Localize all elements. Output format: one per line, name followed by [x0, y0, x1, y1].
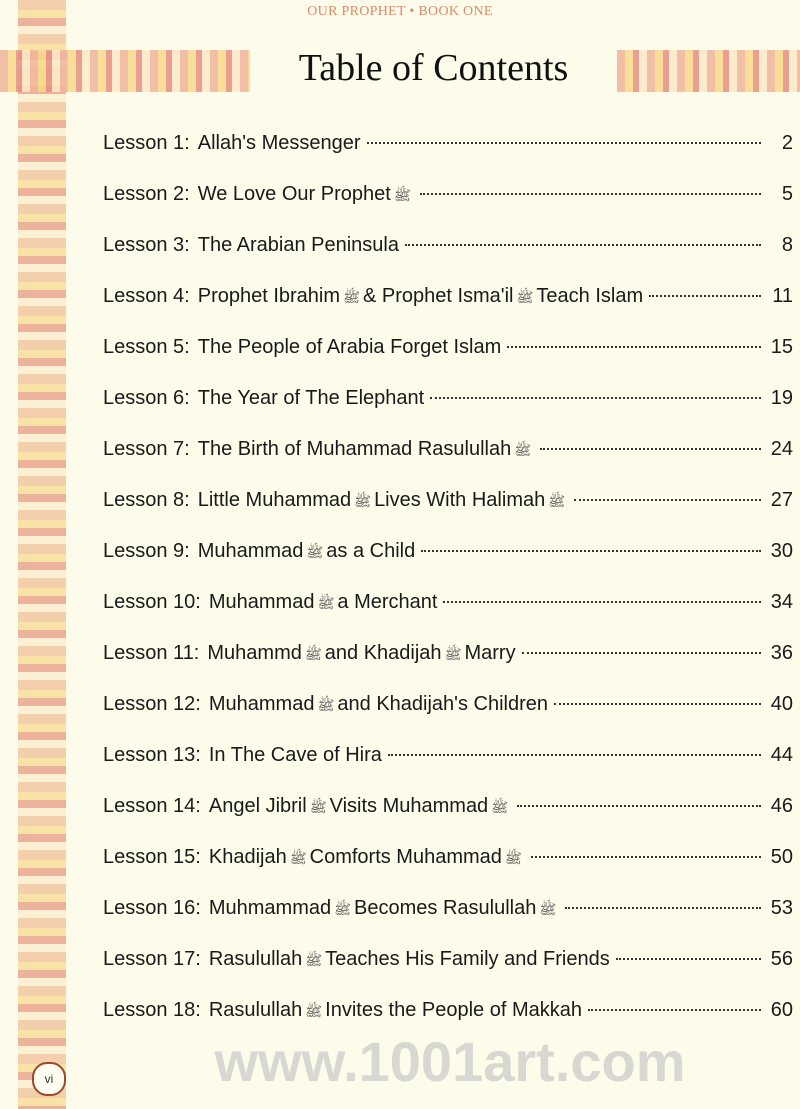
- lesson-title: [209, 584, 438, 622]
- lesson-title: [209, 788, 511, 826]
- lesson-title-text: Teaches His Family and Friends: [325, 948, 610, 970]
- toc-entry[interactable]: [103, 431, 793, 482]
- toc-entry[interactable]: [103, 482, 793, 533]
- toc-entry[interactable]: [103, 176, 793, 227]
- toc-entry[interactable]: [103, 686, 793, 737]
- honorific-calligraphy-icon: ﷺ: [444, 647, 462, 663]
- lesson-title: [209, 839, 525, 877]
- table-of-contents: [103, 125, 793, 1043]
- lesson-label: Lesson 4:: [103, 285, 190, 307]
- lesson-title-text: Comforts Muhammad: [309, 846, 502, 868]
- page-ref: 53: [770, 897, 793, 919]
- lesson-title-text: The People of Arabia Forget Islam: [197, 336, 502, 358]
- dot-leader: [367, 142, 761, 144]
- lesson-title-text: Visits Muhammad: [329, 795, 489, 817]
- lesson-title-text: Muhammad: [197, 540, 304, 562]
- lesson-title-text: Muhammd: [207, 642, 302, 664]
- lesson-title: [198, 482, 568, 520]
- page-ref: 44: [770, 744, 793, 766]
- honorific-calligraphy-icon: ﷺ: [504, 851, 522, 867]
- lesson-title: [198, 125, 361, 161]
- toc-entry[interactable]: [103, 788, 793, 839]
- honorific-calligraphy-icon: ﷺ: [354, 494, 372, 510]
- lesson-title: [209, 890, 559, 928]
- honorific-calligraphy-icon: ﷺ: [317, 698, 335, 714]
- honorific-calligraphy-icon: ﷺ: [516, 290, 534, 306]
- lesson-label: Lesson 8:: [103, 489, 190, 511]
- dot-leader: [443, 601, 761, 603]
- lesson-label: Lesson 5:: [103, 336, 190, 358]
- lesson-title-text: We Love Our Prophet: [197, 183, 391, 205]
- lesson-label: Lesson 10:: [103, 591, 201, 613]
- dot-leader: [540, 448, 761, 450]
- lesson-label: Lesson 13:: [103, 744, 201, 766]
- lesson-title-text: a Merchant: [337, 591, 438, 613]
- page-ref: 8: [781, 234, 793, 256]
- lesson-title-text: and Khadijah: [324, 642, 442, 664]
- dot-leader: [616, 958, 761, 960]
- lesson-title: [207, 635, 515, 673]
- lesson-title-text: Marry: [464, 642, 516, 664]
- toc-entry[interactable]: [103, 329, 793, 380]
- dot-leader: [420, 193, 761, 195]
- lesson-label: Lesson 18:: [103, 999, 201, 1021]
- lesson-title: [209, 992, 582, 1030]
- lesson-title-text: The Birth of Muhammad Rasulullah: [197, 438, 512, 460]
- page-ref: 19: [770, 387, 793, 409]
- dot-leader: [517, 805, 761, 807]
- lesson-title: [198, 329, 502, 365]
- page-ref: 30: [770, 540, 793, 562]
- lesson-title-text: The Arabian Peninsula: [197, 234, 399, 256]
- honorific-calligraphy-icon: ﷺ: [393, 188, 411, 204]
- floral-band-left: [0, 50, 250, 92]
- lesson-title-text: The Year of The Elephant: [197, 387, 425, 409]
- page-ref: 15: [770, 336, 793, 358]
- honorific-calligraphy-icon: ﷺ: [289, 851, 307, 867]
- running-head: OUR PROPHET • BOOK ONE: [307, 4, 493, 19]
- honorific-calligraphy-icon: ﷺ: [343, 290, 360, 306]
- toc-entry[interactable]: [103, 737, 793, 788]
- honorific-calligraphy-icon: ﷺ: [309, 800, 327, 816]
- lesson-label: Lesson 3:: [103, 234, 190, 256]
- lesson-title-text: Muhmammad: [208, 897, 332, 919]
- lesson-title: [198, 227, 399, 263]
- lesson-title-text: Teach Islam: [536, 285, 644, 307]
- page-ref: 34: [770, 591, 793, 613]
- dot-leader: [649, 295, 761, 297]
- lesson-label: Lesson 15:: [103, 846, 201, 868]
- dot-leader: [574, 499, 761, 501]
- lesson-title-text: & Prophet Isma'il: [362, 285, 514, 307]
- dot-leader: [430, 397, 761, 399]
- lesson-label: Lesson 14:: [103, 795, 201, 817]
- lesson-title-text: Prophet Ibrahim: [197, 285, 341, 307]
- honorific-calligraphy-icon: ﷺ: [305, 953, 323, 969]
- page-ref: 27: [770, 489, 793, 511]
- lesson-label: Lesson 6:: [103, 387, 190, 409]
- lesson-label: Lesson 17:: [103, 948, 201, 970]
- lesson-label: Lesson 7:: [103, 438, 190, 460]
- lesson-title-text: and Khadijah's Children: [337, 693, 549, 715]
- lesson-label: Lesson 11:: [103, 642, 200, 664]
- toc-entry[interactable]: [103, 278, 793, 329]
- lesson-title-text: Rasulullah: [208, 999, 303, 1021]
- page-ref: 36: [770, 642, 793, 664]
- page-ref: 56: [770, 948, 793, 970]
- lesson-title: [198, 431, 534, 469]
- lesson-title-text: Khadijah: [208, 846, 287, 868]
- floral-band-right: [617, 50, 800, 92]
- lesson-title-text: In The Cave of Hira: [208, 744, 382, 766]
- toc-entry[interactable]: [103, 584, 793, 635]
- dot-leader: [588, 1009, 761, 1011]
- lesson-title-text: Lives With Halimah: [374, 489, 546, 511]
- dot-leader: [388, 754, 761, 756]
- page-title: Table of Contents: [298, 47, 569, 89]
- lesson-title-text: Little Muhammad: [197, 489, 352, 511]
- toc-entry[interactable]: [103, 125, 793, 176]
- honorific-calligraphy-icon: ﷺ: [305, 1004, 323, 1020]
- dot-leader: [421, 550, 761, 552]
- lesson-label: Lesson 1:: [103, 132, 190, 154]
- page-ref: 2: [781, 132, 793, 154]
- lesson-label: Lesson 12:: [103, 693, 201, 715]
- dot-leader: [522, 652, 761, 654]
- honorific-calligraphy-icon: ﷺ: [548, 494, 566, 510]
- page-number: vi: [32, 1062, 66, 1096]
- lesson-title-text: Angel Jibril: [208, 795, 307, 817]
- lesson-title-text: as a Child: [326, 540, 416, 562]
- dot-leader: [554, 703, 761, 705]
- lesson-title: [198, 278, 643, 316]
- page-ref: 5: [781, 183, 793, 205]
- dot-leader: [507, 346, 761, 348]
- honorific-calligraphy-icon: ﷺ: [317, 596, 335, 612]
- page-ref: 11: [772, 285, 793, 307]
- lesson-title-text: Muhammad: [208, 591, 315, 613]
- lesson-title: [209, 737, 382, 773]
- page-ref: 24: [770, 438, 793, 460]
- honorific-calligraphy-icon: ﷺ: [334, 902, 352, 918]
- lesson-title-text: Muhammad: [208, 693, 315, 715]
- toc-entry[interactable]: [103, 890, 793, 941]
- honorific-calligraphy-icon: ﷺ: [306, 545, 324, 561]
- page-ref: 40: [770, 693, 793, 715]
- honorific-calligraphy-icon: ﷺ: [491, 800, 509, 816]
- dot-leader: [531, 856, 761, 858]
- lesson-title-text: Rasulullah: [208, 948, 303, 970]
- lesson-title: [198, 176, 414, 214]
- page-ref: 60: [770, 999, 793, 1021]
- lesson-label: Lesson 9:: [103, 540, 190, 562]
- lesson-title: [198, 380, 424, 416]
- toc-entry[interactable]: [103, 941, 793, 992]
- lesson-title: [209, 941, 610, 979]
- lesson-title: [198, 533, 415, 571]
- lesson-label: Lesson 2:: [103, 183, 190, 205]
- page-ref: 46: [770, 795, 793, 817]
- floral-border-left: [18, 0, 66, 1109]
- lesson-title-text: Invites the People of Makkah: [325, 999, 582, 1021]
- honorific-calligraphy-icon: ﷺ: [304, 647, 322, 663]
- honorific-calligraphy-icon: ﷺ: [539, 902, 557, 918]
- toc-entry[interactable]: [103, 635, 793, 686]
- toc-entry[interactable]: [103, 227, 793, 278]
- dot-leader: [405, 244, 761, 246]
- lesson-title-text: Becomes Rasulullah: [354, 897, 537, 919]
- lesson-label: Lesson 16:: [103, 897, 201, 919]
- dot-leader: [565, 907, 761, 909]
- toc-entry[interactable]: [103, 839, 793, 890]
- toc-entry[interactable]: [103, 533, 793, 584]
- page-ref: 50: [770, 846, 793, 868]
- watermark: www.1001art.com: [214, 1030, 686, 1093]
- honorific-calligraphy-icon: ﷺ: [514, 443, 532, 459]
- lesson-title: [209, 686, 548, 724]
- lesson-title-text: Allah's Messenger: [197, 132, 361, 154]
- toc-entry[interactable]: [103, 380, 793, 431]
